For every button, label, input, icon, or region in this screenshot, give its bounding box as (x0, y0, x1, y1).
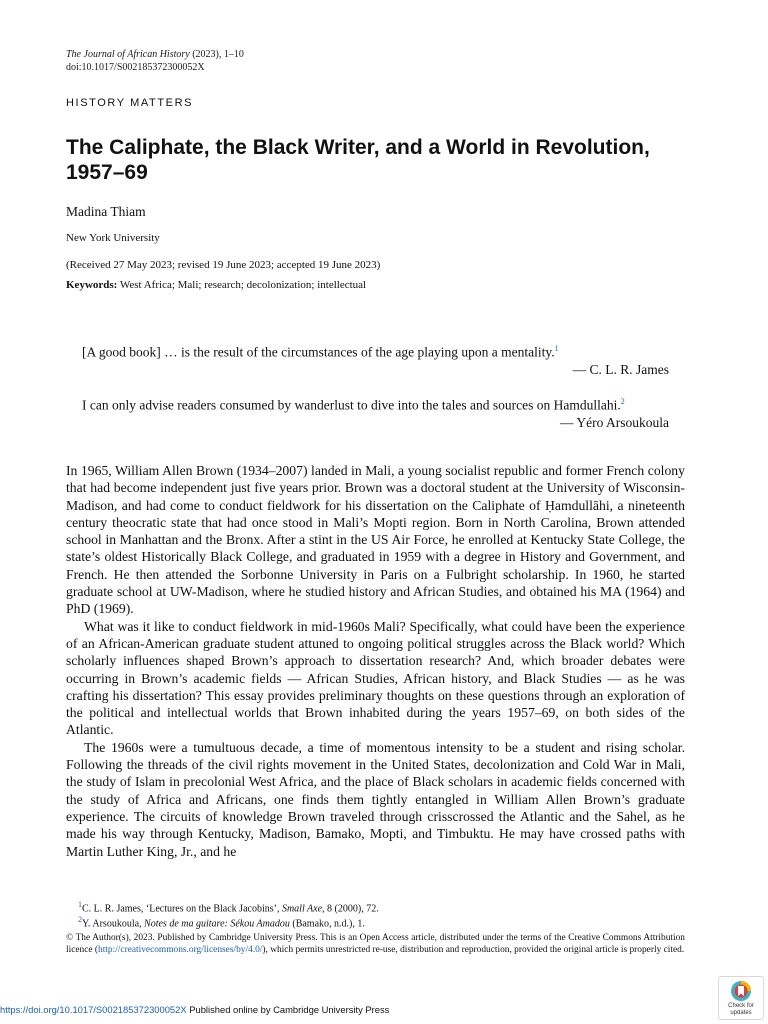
footnote-title: Notes de ma guitare: Sékou Amadou (144, 918, 290, 930)
license-notice (66, 933, 685, 956)
body-paragraph: What was it like to conduct fieldwork in mid-1960s Mali? Specifically, what could have been the experience of an African-American graduate student attuned to ongoing political struggles across the Black world? Which scholarly influences shaped Brown’s approach to dissertation research? And, which broader debates were occurring in Brown’s academic fields — African Studies, African history, and Black Studies — as he was crafting his dissertation? This essay provides preliminary thoughts on these questions through an exploration of the political and intellectual worlds that Brown inhabited during the years 1957–69, on both sides of the Atlantic. (66, 618, 685, 738)
publisher-note: Published online by Cambridge University Press (186, 1004, 390, 1015)
keywords (66, 279, 366, 291)
footnote-number: 2 (78, 915, 82, 924)
journal-header (66, 49, 244, 74)
footnote-text: C. L. R. James, ‘Lectures on the Black Jacobins’, (82, 903, 282, 915)
epigraph-attribution: — Yéro Arsoukoula (560, 414, 669, 430)
epigraph-text: [A good book] … is the result of the circumstances of the age playing upon a mentality. (82, 344, 555, 360)
section-label: HISTORY MATTERS (66, 97, 194, 109)
check-for-updates-button[interactable] (718, 976, 764, 1020)
journal-name: The Journal of African History (66, 49, 190, 60)
epigraph-text: I can only advise readers consumed by wanderlust to dive into the tales and sources on Hamdullahi. (82, 397, 621, 413)
epigraph-1 (82, 340, 669, 378)
footnote-title: Small Axe (281, 903, 323, 915)
footnote-text: , 8 (2000), 72. (322, 903, 379, 915)
license-text: ), which permits unrestricted re-use, distribution and reproduction, provided the original article is properly cited. (262, 944, 685, 955)
keywords-list: West Africa; Mali; research; decolonization; intellectual (117, 279, 367, 291)
crossmark-icon (730, 980, 752, 1002)
journal-doi: doi:10.1017/S002185372300052X (66, 61, 205, 73)
page-footer (0, 1004, 389, 1015)
license-text: © The Author(s), 2023. Published by Cambridge University Press. This is an Open Access article, distributed under the terms of the Creative Commons Attribution licence ( (66, 933, 685, 955)
keywords-label: Keywords: (66, 279, 118, 291)
footnote-ref[interactable]: 1 (554, 344, 559, 353)
doi-link[interactable]: https://doi.org/10.1017/S002185372300052X (0, 1004, 187, 1015)
footnote-number: 1 (78, 900, 82, 909)
footnote-text: Y. Arsoukoula, (82, 918, 145, 930)
check-for-updates-label: Check for updates (728, 1003, 754, 1016)
journal-details: (2023), 1–10 (189, 49, 244, 60)
footnote-ref[interactable]: 2 (620, 397, 625, 406)
article-dates: (Received 27 May 2023; revised 19 June 2023; accepted 19 June 2023) (66, 259, 381, 271)
footnote-text: (Bamako, n.d.), 1. (289, 918, 365, 930)
body-paragraph: The 1960s were a tumultuous decade, a time of momentous intensity to be a student and rising scholar. Following the threads of the civil rights movement in the United States, decolonization and Cold War in Mali, the study of Islam in precolonial West Africa, and the place of Black scholars in academic fields concerned with the study of Africa and Africans, one finds them tightly entangled in William Allen Brown’s graduate experience. The circuits of knowledge Brown traveled through crisscrossed the Atlantic and the Sahel, as he made his way through Kentucky, Madison, Bamako, Mopti, and Timbuktu. He may have crossed paths with Martin Luther King, Jr., and he (66, 739, 685, 859)
author-affiliation: New York University (66, 232, 160, 244)
article-body (66, 462, 685, 860)
epigraph-attribution: — C. L. R. James (572, 361, 669, 377)
author-name: Madina Thiam (66, 204, 146, 219)
article-title: The Caliphate, the Black Writer, and a World in Revolution, 1957–69 (66, 136, 650, 184)
footnote-1 (78, 899, 379, 915)
footnote-2 (78, 914, 365, 930)
body-paragraph: In 1965, William Allen Brown (1934–2007) landed in Mali, a young socialist republic and former French colony that had become independent just five years prior. Brown was a doctoral student at the University of Wisconsin-Madison, and had come to conduct fieldwork for his dissertation on the Caliphate of Ḥamdullāhi, a nineteenth century theocratic state that had once stood in Mali’s Mopti region. Born in North Carolina, Brown attended school in Manhattan and the Bronx. After a stint in the US Air Force, he enrolled at Kentucky State College, the state’s oldest Historically Black College, and graduated in 1959 with a degree in History and Government, and French. He then attended the Sorbonne University in Paris on a Fulbright scholarship. In 1960, he started graduate school at UW-Madison, where he studied history and African Studies, and obtained his MA (1964) and PhD (1969). (66, 463, 685, 617)
epigraph-2 (82, 393, 669, 431)
license-link[interactable]: http://creativecommons.org/licenses/by/4.0/ (98, 944, 263, 955)
